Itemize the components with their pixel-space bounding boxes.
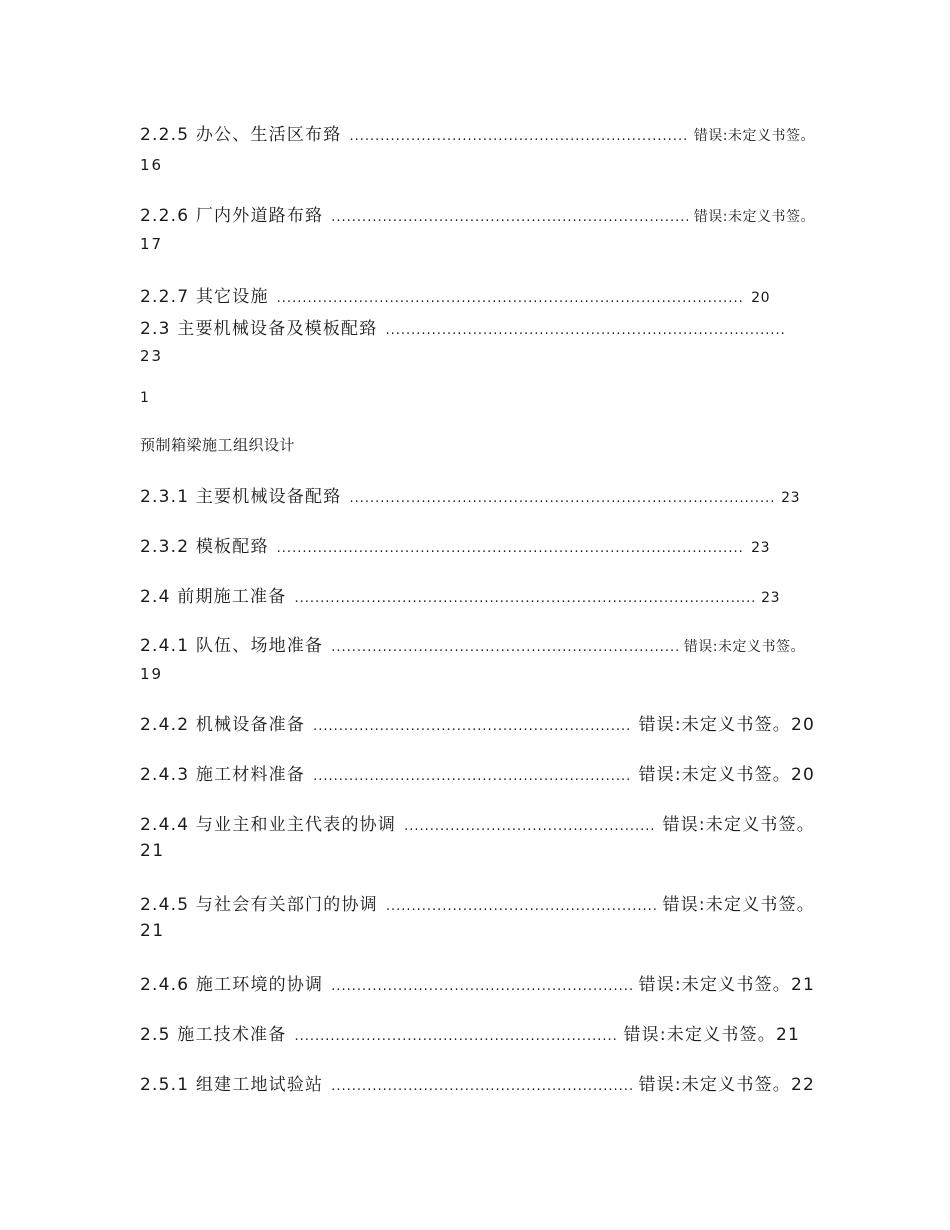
- toc-entry-page-ref: 错误:未定义书签。: [662, 815, 815, 835]
- toc-entry[interactable]: [140, 314, 785, 339]
- toc-entry-page-ref: 23: [761, 590, 780, 606]
- toc-entry-page-ref: 23: [781, 490, 800, 506]
- toc-entry-page-ref: 错误:未定义书签。20: [638, 765, 815, 785]
- toc-entry[interactable]: [140, 760, 815, 785]
- toc-entry[interactable]: [140, 970, 815, 995]
- toc-entry[interactable]: [140, 532, 770, 557]
- toc-leader-dots: [349, 491, 775, 506]
- toc-entry-page-ref: 错误:未定义书签。20: [638, 715, 815, 735]
- toc-entry-page-ref: 错误:未定义书签。: [693, 209, 815, 225]
- toc-entry[interactable]: [140, 1070, 815, 1095]
- toc-leader-dots: [313, 769, 632, 784]
- toc-entry-page-ref: 错误:未定义书签。22: [638, 1075, 815, 1095]
- toc-entry[interactable]: [140, 482, 800, 507]
- page-number: 1: [140, 390, 149, 406]
- toc-entry-title: 2.3.1 主要机械设备配臵: [140, 487, 342, 507]
- toc-leader-dots: [385, 323, 785, 338]
- toc-entry-title: 2.2.7 其它设施: [140, 287, 269, 307]
- toc-entry-title: 2.4.5 与社会有关部门的协调: [140, 895, 378, 915]
- toc-entry-title: 2.4.2 机械设备准备: [140, 715, 306, 735]
- toc-entry-page-ref: 错误:未定义书签。21: [638, 975, 815, 995]
- toc-entry-page-number: 16: [140, 156, 164, 174]
- toc-entry-title: 2.2.5 办公、生活区布臵: [140, 125, 342, 145]
- running-header: 预制箱梁施工组织设计: [140, 436, 296, 454]
- toc-leader-dots: [404, 819, 656, 834]
- toc-leader-dots: [349, 129, 687, 144]
- toc-leader-dots: [331, 1079, 632, 1094]
- toc-leader-dots: [277, 541, 746, 556]
- toc-entry-page-number: 21: [140, 841, 165, 861]
- toc-leader-dots: [294, 591, 755, 606]
- toc-entry-page-ref: 错误:未定义书签。21: [623, 1025, 800, 1045]
- toc-entry[interactable]: [140, 282, 770, 307]
- toc-entry-title: 2.4.6 施工环境的协调: [140, 975, 324, 995]
- toc-leader-dots: [331, 979, 632, 994]
- toc-entry-page-number: 21: [140, 921, 165, 941]
- toc-entry-title: 2.4.3 施工材料准备: [140, 765, 306, 785]
- toc-entry-title: 2.2.6 厂内外道路布臵: [140, 206, 324, 226]
- toc-entry-title: 2.3.2 模板配臵: [140, 537, 269, 557]
- toc-leader-dots: [331, 210, 688, 225]
- toc-leader-dots: [386, 899, 657, 914]
- toc-entry-title: 2.3 主要机械设备及模板配臵: [140, 319, 378, 339]
- toc-entry[interactable]: [140, 201, 815, 226]
- toc-entry-title: 2.4.1 队伍、场地准备: [140, 636, 324, 656]
- toc-entry-page-number: 19: [140, 665, 164, 683]
- toc-entry[interactable]: [140, 582, 780, 607]
- toc-entry-page-number: 23: [140, 347, 164, 365]
- toc-leader-dots: [294, 1029, 617, 1044]
- toc-leader-dots: [331, 640, 678, 655]
- toc-entry-page-ref: 错误:未定义书签。: [683, 639, 805, 655]
- toc-entry[interactable]: [140, 810, 815, 835]
- toc-entry[interactable]: [140, 710, 815, 735]
- toc-leader-dots: [277, 291, 746, 306]
- toc-entry[interactable]: [140, 890, 815, 915]
- toc-entry-page-ref: 23: [751, 540, 770, 556]
- toc-entry-title: 2.4.4 与业主和业主代表的协调: [140, 815, 397, 835]
- toc-entry[interactable]: [140, 120, 815, 145]
- toc-entry-title: 2.5.1 组建工地试验站: [140, 1075, 324, 1095]
- toc-entry-page-ref: 错误:未定义书签。: [662, 895, 815, 915]
- toc-entry-page-ref: 错误:未定义书签。: [693, 128, 815, 144]
- toc-entry-title: 2.4 前期施工准备: [140, 587, 287, 607]
- toc-entry[interactable]: [140, 631, 805, 656]
- toc-entry[interactable]: [140, 1020, 800, 1045]
- toc-leader-dots: [313, 719, 632, 734]
- toc-entry-page-number: 17: [140, 235, 164, 253]
- toc-entry-page-ref: 20: [751, 290, 770, 306]
- toc-entry-title: 2.5 施工技术准备: [140, 1025, 287, 1045]
